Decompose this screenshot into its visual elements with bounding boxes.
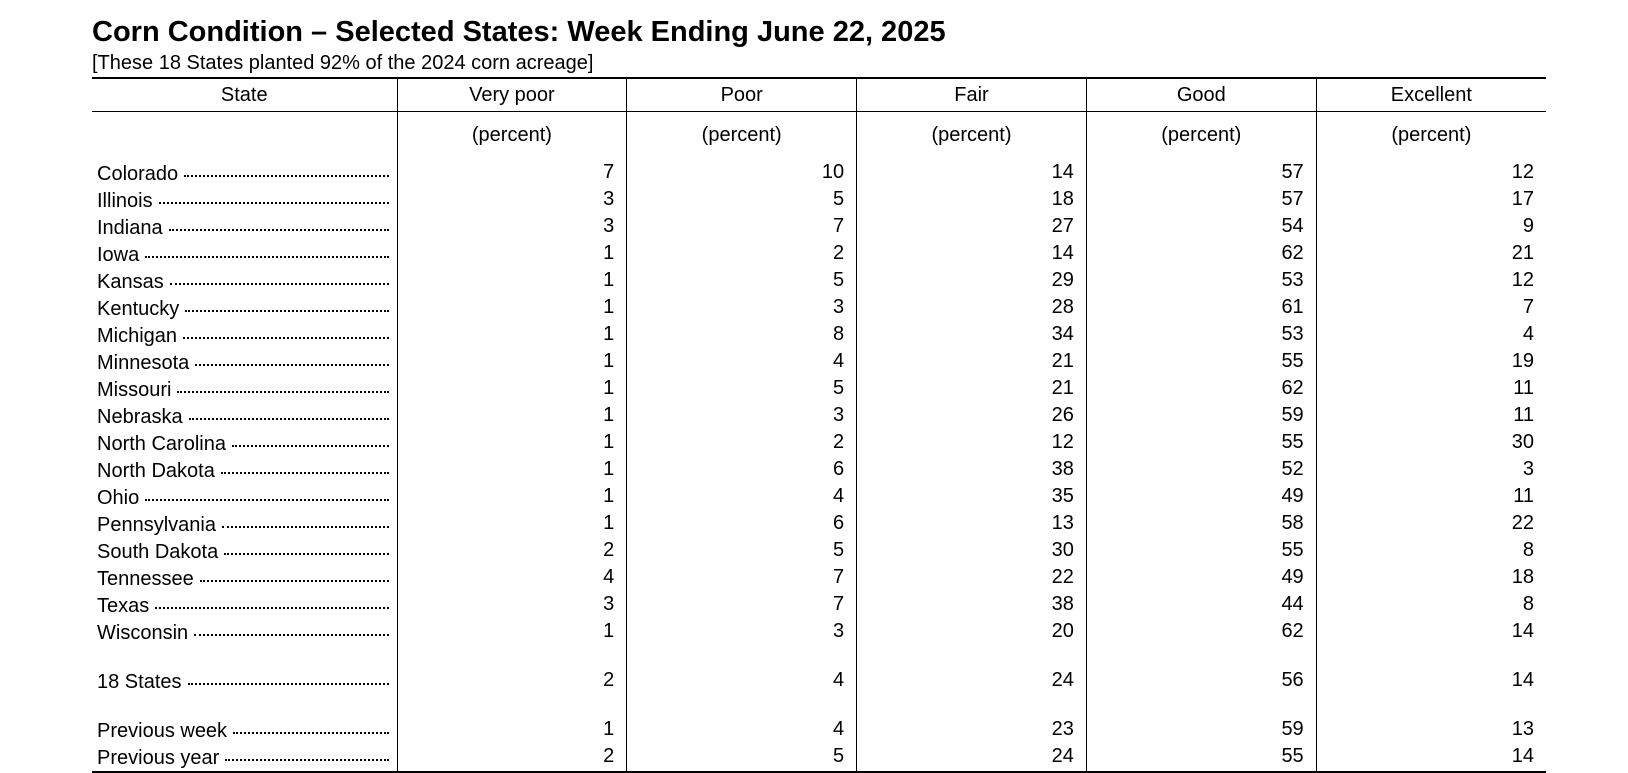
spacer-cell bbox=[397, 644, 627, 666]
value-cell: 9 bbox=[1316, 212, 1546, 239]
units-cell: (percent) bbox=[1086, 112, 1316, 159]
spacer-cell bbox=[92, 693, 397, 715]
state-name: North Dakota bbox=[97, 460, 215, 482]
spacer-cell bbox=[857, 644, 1087, 666]
spacer-cell bbox=[1086, 693, 1316, 715]
spacer-row bbox=[92, 644, 1546, 666]
units-cell-state bbox=[92, 112, 397, 159]
value-cell: 62 bbox=[1086, 617, 1316, 644]
dot-leader bbox=[224, 536, 388, 558]
state-name: South Dakota bbox=[97, 541, 219, 563]
header-row bbox=[92, 78, 1546, 112]
state-cell bbox=[92, 185, 397, 212]
value-cell: 4 bbox=[397, 563, 627, 590]
value-cell: 1 bbox=[397, 320, 627, 347]
dot-leader bbox=[145, 239, 388, 261]
value-cell: 22 bbox=[857, 563, 1087, 590]
spacer-cell bbox=[1316, 644, 1546, 666]
value-cell: 30 bbox=[1316, 428, 1546, 455]
report-page bbox=[92, 14, 1546, 773]
value-cell: 7 bbox=[627, 590, 857, 617]
state-name: Previous week bbox=[97, 720, 228, 742]
state-name: 18 States bbox=[97, 671, 182, 693]
state-name: Minnesota bbox=[97, 352, 190, 374]
value-cell: 1 bbox=[397, 509, 627, 536]
value-cell: 7 bbox=[627, 563, 857, 590]
state-name: Illinois bbox=[97, 190, 153, 212]
spacer-cell bbox=[1086, 644, 1316, 666]
value-cell: 19 bbox=[1316, 347, 1546, 374]
value-cell: 35 bbox=[857, 482, 1087, 509]
dot-leader bbox=[195, 347, 388, 369]
state-cell bbox=[92, 401, 397, 428]
value-cell: 4 bbox=[627, 482, 857, 509]
table-row bbox=[92, 320, 1546, 347]
value-cell: 59 bbox=[1086, 401, 1316, 428]
value-cell: 21 bbox=[857, 374, 1087, 401]
value-cell: 1 bbox=[397, 715, 627, 742]
value-cell: 27 bbox=[857, 212, 1087, 239]
table-row bbox=[92, 266, 1546, 293]
dot-leader bbox=[188, 666, 389, 688]
state-cell bbox=[92, 590, 397, 617]
value-cell: 3 bbox=[397, 590, 627, 617]
dot-leader bbox=[184, 158, 388, 180]
dot-leader bbox=[221, 455, 389, 477]
value-cell: 8 bbox=[627, 320, 857, 347]
units-cell: (percent) bbox=[397, 112, 627, 159]
value-cell: 38 bbox=[857, 455, 1087, 482]
state-cell bbox=[92, 455, 397, 482]
table-row bbox=[92, 401, 1546, 428]
value-cell: 44 bbox=[1086, 590, 1316, 617]
column-header-good: Good bbox=[1086, 78, 1316, 112]
value-cell: 57 bbox=[1086, 158, 1316, 185]
table-row bbox=[92, 536, 1546, 563]
table-body bbox=[92, 112, 1546, 773]
table-row bbox=[92, 158, 1546, 185]
state-name: Indiana bbox=[97, 217, 163, 239]
value-cell: 59 bbox=[1086, 715, 1316, 742]
value-cell: 11 bbox=[1316, 401, 1546, 428]
report-title: Corn Condition – Selected States: Week Ending June 22, 2025 bbox=[92, 16, 946, 48]
state-name: Colorado bbox=[97, 163, 179, 185]
dot-leader bbox=[155, 590, 388, 612]
value-cell: 5 bbox=[627, 185, 857, 212]
state-cell bbox=[92, 320, 397, 347]
value-cell: 1 bbox=[397, 482, 627, 509]
value-cell: 1 bbox=[397, 428, 627, 455]
dot-leader bbox=[185, 293, 388, 315]
state-cell bbox=[92, 293, 397, 320]
value-cell: 7 bbox=[1316, 293, 1546, 320]
value-cell: 1 bbox=[397, 374, 627, 401]
dot-leader bbox=[233, 715, 388, 737]
state-name: Iowa bbox=[97, 244, 140, 266]
value-cell: 3 bbox=[627, 617, 857, 644]
value-cell: 3 bbox=[397, 212, 627, 239]
corn-condition-table bbox=[92, 77, 1546, 773]
dot-leader bbox=[159, 185, 389, 207]
state-cell bbox=[92, 536, 397, 563]
state-name: Kansas bbox=[97, 271, 164, 293]
value-cell: 4 bbox=[627, 715, 857, 742]
value-cell: 53 bbox=[1086, 320, 1316, 347]
spacer-cell bbox=[92, 644, 397, 666]
value-cell: 52 bbox=[1086, 455, 1316, 482]
value-cell: 34 bbox=[857, 320, 1087, 347]
state-name: Kentucky bbox=[97, 298, 180, 320]
value-cell: 18 bbox=[1316, 563, 1546, 590]
value-cell: 1 bbox=[397, 239, 627, 266]
value-cell: 13 bbox=[1316, 715, 1546, 742]
state-cell bbox=[92, 482, 397, 509]
value-cell: 55 bbox=[1086, 536, 1316, 563]
value-cell: 1 bbox=[397, 293, 627, 320]
column-header-excellent: Excellent bbox=[1316, 78, 1546, 112]
units-cell: (percent) bbox=[1316, 112, 1546, 159]
value-cell: 7 bbox=[627, 212, 857, 239]
state-name: Pennsylvania bbox=[97, 514, 216, 536]
table-row bbox=[92, 590, 1546, 617]
state-cell bbox=[92, 563, 397, 590]
value-cell: 6 bbox=[627, 455, 857, 482]
dot-leader bbox=[189, 401, 389, 423]
value-cell: 11 bbox=[1316, 374, 1546, 401]
state-cell bbox=[92, 374, 397, 401]
table-row bbox=[92, 374, 1546, 401]
units-row bbox=[92, 112, 1546, 159]
state-name: Ohio bbox=[97, 487, 140, 509]
dot-leader bbox=[177, 374, 388, 396]
value-cell: 4 bbox=[1316, 320, 1546, 347]
value-cell: 29 bbox=[857, 266, 1087, 293]
value-cell: 17 bbox=[1316, 185, 1546, 212]
table-row bbox=[92, 293, 1546, 320]
value-cell: 58 bbox=[1086, 509, 1316, 536]
value-cell: 2 bbox=[397, 666, 627, 693]
table-row bbox=[92, 428, 1546, 455]
value-cell: 26 bbox=[857, 401, 1087, 428]
value-cell: 49 bbox=[1086, 563, 1316, 590]
value-cell: 22 bbox=[1316, 509, 1546, 536]
state-name: North Carolina bbox=[97, 433, 226, 455]
units-cell: (percent) bbox=[627, 112, 857, 159]
value-cell: 38 bbox=[857, 590, 1087, 617]
column-header-poor: Poor bbox=[627, 78, 857, 112]
value-cell: 7 bbox=[397, 158, 627, 185]
value-cell: 14 bbox=[1316, 617, 1546, 644]
dot-leader bbox=[222, 509, 389, 531]
table-row bbox=[92, 509, 1546, 536]
value-cell: 2 bbox=[397, 536, 627, 563]
units-cell: (percent) bbox=[857, 112, 1087, 159]
table-row bbox=[92, 617, 1546, 644]
spacer-row bbox=[92, 693, 1546, 715]
value-cell: 56 bbox=[1086, 666, 1316, 693]
comparison-row bbox=[92, 742, 1546, 772]
value-cell: 62 bbox=[1086, 239, 1316, 266]
value-cell: 12 bbox=[1316, 266, 1546, 293]
value-cell: 55 bbox=[1086, 428, 1316, 455]
comparison-row bbox=[92, 715, 1546, 742]
value-cell: 23 bbox=[857, 715, 1087, 742]
state-cell bbox=[92, 742, 397, 772]
value-cell: 55 bbox=[1086, 742, 1316, 772]
state-name: Michigan bbox=[97, 325, 178, 347]
value-cell: 2 bbox=[627, 239, 857, 266]
value-cell: 1 bbox=[397, 347, 627, 374]
state-name: Nebraska bbox=[97, 406, 183, 428]
value-cell: 1 bbox=[397, 617, 627, 644]
value-cell: 3 bbox=[397, 185, 627, 212]
value-cell: 8 bbox=[1316, 590, 1546, 617]
value-cell: 3 bbox=[627, 401, 857, 428]
state-cell bbox=[92, 266, 397, 293]
value-cell: 11 bbox=[1316, 482, 1546, 509]
dot-leader bbox=[200, 563, 389, 585]
value-cell: 4 bbox=[627, 347, 857, 374]
value-cell: 49 bbox=[1086, 482, 1316, 509]
value-cell: 12 bbox=[857, 428, 1087, 455]
value-cell: 20 bbox=[857, 617, 1087, 644]
spacer-cell bbox=[627, 693, 857, 715]
table-row bbox=[92, 563, 1546, 590]
state-name: Tennessee bbox=[97, 568, 194, 590]
value-cell: 1 bbox=[397, 266, 627, 293]
value-cell: 28 bbox=[857, 293, 1087, 320]
spacer-cell bbox=[627, 644, 857, 666]
state-name: Texas bbox=[97, 595, 150, 617]
value-cell: 1 bbox=[397, 401, 627, 428]
state-cell bbox=[92, 158, 397, 185]
value-cell: 13 bbox=[857, 509, 1087, 536]
value-cell: 10 bbox=[627, 158, 857, 185]
value-cell: 3 bbox=[627, 293, 857, 320]
value-cell: 3 bbox=[1316, 455, 1546, 482]
value-cell: 53 bbox=[1086, 266, 1316, 293]
value-cell: 12 bbox=[1316, 158, 1546, 185]
state-cell bbox=[92, 715, 397, 742]
total-row bbox=[92, 666, 1546, 693]
value-cell: 8 bbox=[1316, 536, 1546, 563]
table-row bbox=[92, 185, 1546, 212]
dot-leader bbox=[145, 482, 388, 504]
state-cell bbox=[92, 666, 397, 693]
spacer-cell bbox=[857, 693, 1087, 715]
value-cell: 1 bbox=[397, 455, 627, 482]
dot-leader bbox=[232, 428, 389, 450]
state-cell bbox=[92, 617, 397, 644]
table-row bbox=[92, 212, 1546, 239]
value-cell: 5 bbox=[627, 374, 857, 401]
column-header-state: State bbox=[92, 78, 397, 112]
value-cell: 55 bbox=[1086, 347, 1316, 374]
value-cell: 61 bbox=[1086, 293, 1316, 320]
value-cell: 54 bbox=[1086, 212, 1316, 239]
value-cell: 14 bbox=[857, 158, 1087, 185]
value-cell: 21 bbox=[857, 347, 1087, 374]
state-cell bbox=[92, 239, 397, 266]
state-cell bbox=[92, 428, 397, 455]
dot-leader bbox=[170, 266, 389, 288]
value-cell: 5 bbox=[627, 742, 857, 772]
table-row bbox=[92, 482, 1546, 509]
value-cell: 18 bbox=[857, 185, 1087, 212]
value-cell: 14 bbox=[1316, 742, 1546, 772]
value-cell: 21 bbox=[1316, 239, 1546, 266]
state-cell bbox=[92, 212, 397, 239]
dot-leader bbox=[169, 212, 389, 234]
state-name: Wisconsin bbox=[97, 622, 189, 644]
value-cell: 4 bbox=[627, 666, 857, 693]
value-cell: 5 bbox=[627, 536, 857, 563]
dot-leader bbox=[194, 617, 388, 639]
value-cell: 24 bbox=[857, 742, 1087, 772]
value-cell: 2 bbox=[627, 428, 857, 455]
value-cell: 62 bbox=[1086, 374, 1316, 401]
report-subtitle: [These 18 States planted 92% of the 2024 corn acreage] bbox=[92, 52, 594, 74]
dot-leader bbox=[183, 320, 388, 342]
spacer-cell bbox=[1316, 693, 1546, 715]
dot-leader bbox=[225, 742, 388, 764]
state-cell bbox=[92, 347, 397, 374]
value-cell: 30 bbox=[857, 536, 1087, 563]
state-cell bbox=[92, 509, 397, 536]
spacer-cell bbox=[397, 693, 627, 715]
table-row bbox=[92, 347, 1546, 374]
state-name: Previous year bbox=[97, 747, 220, 769]
value-cell: 14 bbox=[1316, 666, 1546, 693]
state-name: Missouri bbox=[97, 379, 172, 401]
column-header-fair: Fair bbox=[857, 78, 1087, 112]
value-cell: 6 bbox=[627, 509, 857, 536]
value-cell: 5 bbox=[627, 266, 857, 293]
column-header-very-poor: Very poor bbox=[397, 78, 627, 112]
value-cell: 57 bbox=[1086, 185, 1316, 212]
table-row bbox=[92, 455, 1546, 482]
value-cell: 24 bbox=[857, 666, 1087, 693]
value-cell: 14 bbox=[857, 239, 1087, 266]
table-row bbox=[92, 239, 1546, 266]
value-cell: 2 bbox=[397, 742, 627, 772]
